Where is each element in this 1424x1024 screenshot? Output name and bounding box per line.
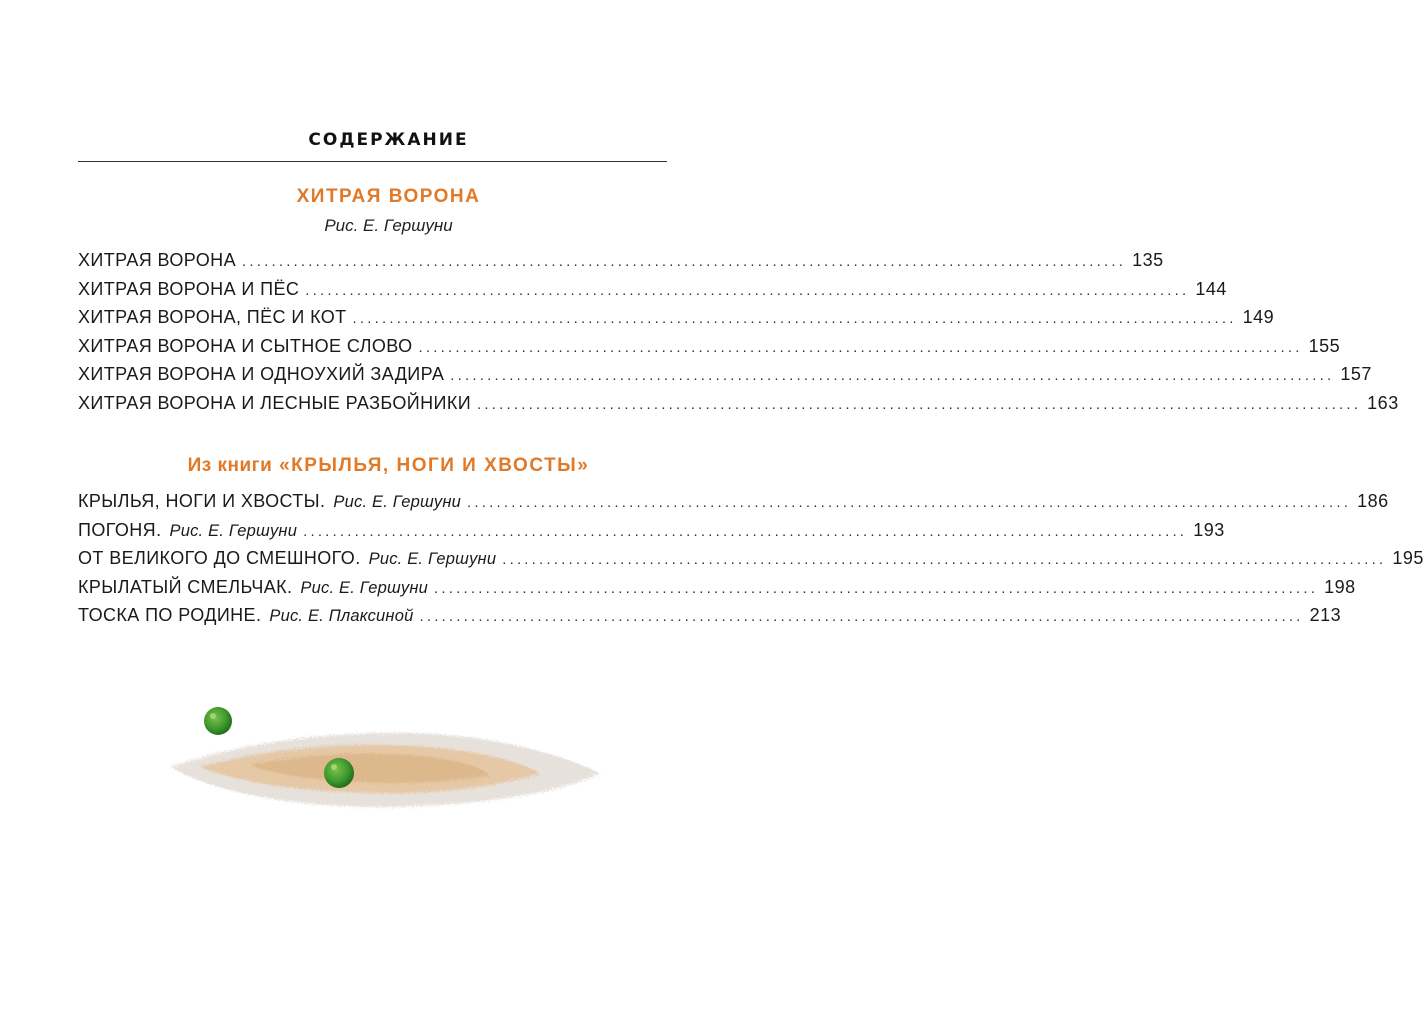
toc-row[interactable] [78,491,1389,520]
toc-page: 149 [1242,307,1275,328]
section1-toc [78,250,1399,422]
toc-row[interactable] [78,364,1372,393]
toc-page: 157 [1340,364,1372,385]
dot-leader: ........................................................................................................................ [502,551,1387,569]
toc-page: 163 [1367,392,1399,413]
toc-row[interactable] [78,335,1341,365]
peas-illustration [160,695,610,835]
dot-leader: ........................................................................................................................ [477,395,1362,413]
page-title: СОДЕРЖАНИЕ [308,130,469,150]
toc-title: ТОСКА ПО РОДИНЕ. [78,605,262,626]
section1-illustrator: Рис. Е. Гершуни [324,216,453,235]
toc-page: 155 [1308,335,1341,356]
toc-row[interactable] [78,250,1164,279]
toc-credit: Рис. Е. Плаксиной [269,607,414,626]
toc-credit: Рис. Е. Гершуни [300,578,429,597]
toc-row[interactable] [78,392,1399,422]
toc-credit: Рис. Е. Гершуни [169,521,298,540]
dot-leader: ........................................................................................................................ [303,522,1188,540]
section2-heading-prefix: Из книги [187,455,273,476]
toc-row[interactable] [78,519,1225,549]
dot-leader: ........................................................................................................................ [241,253,1127,270]
toc-row[interactable] [78,576,1356,606]
dot-leader: ........................................................................................................................ [418,338,1303,356]
toc-page: 135 [1132,250,1164,270]
toc-credit: Рис. Е. Гершуни [368,550,497,569]
dot-leader: ........................................................................................................................ [352,310,1237,328]
dot-leader: ........................................................................................................................ [467,494,1352,511]
toc-credit: Рис. Е. Гершуни [333,493,462,511]
toc-title: ХИТРАЯ ВОРОНА И ОДНОУХИЙ ЗАДИРА [78,364,445,385]
dot-leader: ........................................................................................................................ [450,367,1335,385]
dot-leader: ........................................................................................................................ [419,608,1304,626]
toc-page: 198 [1324,576,1356,597]
toc-title: ОТ ВЕЛИКОГО ДО СМЕШНОГО. [78,548,361,569]
dot-leader: ........................................................................................................................ [434,579,1319,597]
toc-row[interactable] [78,278,1227,308]
toc-page: 193 [1193,519,1225,540]
toc-row[interactable] [78,548,1424,577]
pea-icon [204,707,232,735]
toc-title: КРЫЛАТЫЙ СМЕЛЬЧАК. [78,576,293,597]
toc-page: 195 [1392,548,1424,569]
toc-title: ХИТРАЯ ВОРОНА И ЛЕСНЫЕ РАЗБОЙНИКИ [78,392,472,413]
section1-heading: ХИТРАЯ ВОРОНА [296,186,481,207]
section2-heading [0,455,777,477]
toc-title: ХИТРАЯ ВОРОНА И СЫТНОЕ СЛОВО [78,335,413,356]
toc-page: 213 [1309,605,1342,626]
sand-smudge [170,733,600,807]
toc-page: 144 [1195,278,1227,299]
toc-title: ХИТРАЯ ВОРОНА [78,250,236,270]
toc-page: 186 [1357,491,1389,511]
pea-icon [324,758,354,788]
toc-row[interactable] [78,605,1342,634]
title-rule [78,161,667,162]
dot-leader: ........................................................................................................................ [305,281,1190,299]
toc-title: КРЫЛЬЯ, НОГИ И ХВОСТЫ. [78,491,326,511]
toc-row[interactable] [78,307,1275,336]
toc-title: ХИТРАЯ ВОРОНА И ПЁС [78,278,300,299]
section2-toc [78,491,1424,634]
toc-title: ПОГОНЯ. [78,519,162,540]
toc-title: ХИТРАЯ ВОРОНА, ПЁС И КОТ [78,307,347,328]
section2-heading-title: «КРЫЛЬЯ, НОГИ И ХВОСТЫ» [279,455,590,476]
